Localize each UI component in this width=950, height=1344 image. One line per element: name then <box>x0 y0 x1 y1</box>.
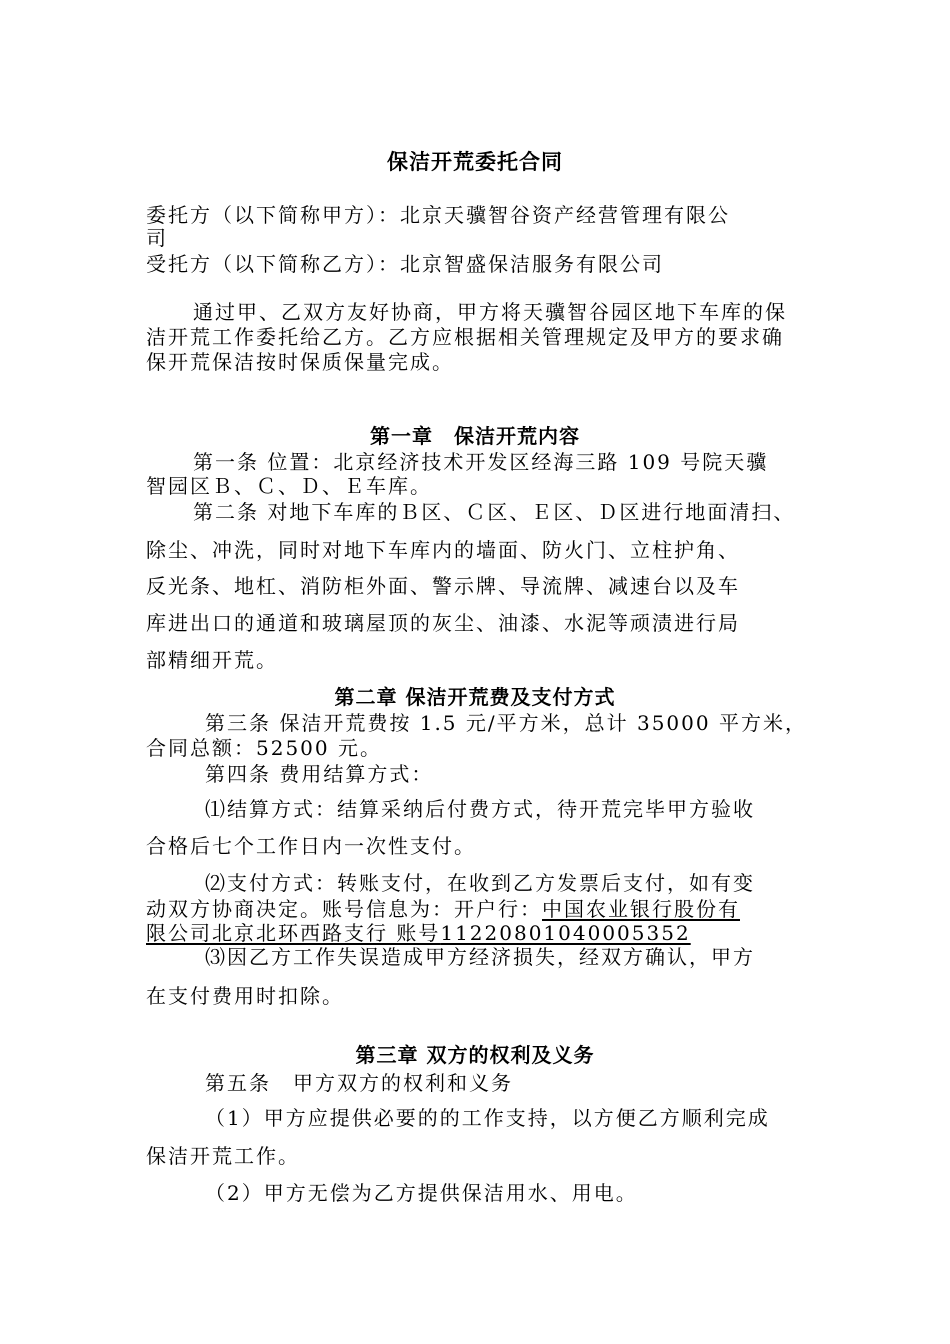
article-2-line-4: 库进出口的通道和玻璃屋顶的灰尘、油漆、水泥等顽渍进行局 <box>146 611 740 635</box>
intro-line-1: 通过甲、乙双方友好协商，甲方将天骥智谷园区地下车库的保 <box>193 300 787 324</box>
account-label: 账号 <box>388 921 441 945</box>
rights-item-1-line-2: 保洁开荒工作。 <box>146 1144 300 1168</box>
article-2-line-3: 反光条、地杠、消防柜外面、警示牌、导流牌、减速台以及车 <box>146 574 740 598</box>
rights-item-2-line: （2）甲方无偿为乙方提供保洁用水、用电。 <box>205 1181 638 1205</box>
article-5-line: 第五条 甲方双方的权利和义务 <box>205 1071 513 1095</box>
payment-text: 动双方协商决定。账号信息为：开户行： <box>146 897 542 921</box>
settlement-item-1-line-2: 合格后七个工作日内一次性支付。 <box>146 834 476 858</box>
intro-line-3: 保开荒保洁按时保质保量完成。 <box>146 350 454 374</box>
bank-name-part-2: 限公司北京北环西路支行 <box>146 921 388 945</box>
document-title: 保洁开荒委托合同 <box>387 149 563 174</box>
settlement-item-1-line-1: ⑴结算方式：结算采纳后付费方式，待开荒完毕甲方验收 <box>205 797 755 821</box>
article-4-line: 第四条 费用结算方式： <box>205 762 434 786</box>
article-2-line-5: 部精细开荒。 <box>146 648 278 672</box>
bank-name-part-1: 中国农业银行股份有 <box>542 897 740 921</box>
article-3-line-2: 合同总额：52500 元。 <box>146 736 382 760</box>
chapter-3-title: 第三章 双方的权利及义务 <box>355 1043 595 1067</box>
article-1-line-1: 第一条 位置：北京经济技术开发区经海三路 109 号院天骥 <box>193 450 769 474</box>
settlement-item-3-line-1: ⑶因乙方工作失误造成甲方经济损失，经双方确认，甲方 <box>205 945 755 969</box>
settlement-item-2-line-2 <box>146 897 740 921</box>
account-number: 11220801040005352 <box>440 921 691 945</box>
article-2-line-1: 第二条 对地下车库的Ｂ区、Ｃ区、Ｅ区、Ｄ区进行地面清扫、 <box>193 500 796 524</box>
party-a-line-2: 司 <box>146 226 168 250</box>
article-1-line-2: 智园区Ｂ、Ｃ、Ｄ、Ｅ车库。 <box>146 474 432 498</box>
party-a-line-1: 委托方（以下简称甲方）：北京天骥智谷资产经营管理有限公 <box>146 203 730 227</box>
rights-item-1-line-1: （1）甲方应提供必要的的工作支持，以方便乙方顺利完成 <box>205 1106 770 1130</box>
party-b-line: 受托方（以下简称乙方）：北京智盛保洁服务有限公司 <box>146 252 664 276</box>
intro-line-2: 洁开荒工作委托给乙方。乙方应根据相关管理规定及甲方的要求确 <box>146 325 784 349</box>
article-2-line-2: 除尘、冲洗，同时对地下车库内的墙面、防火门、立柱护角、 <box>146 538 740 562</box>
settlement-item-2-line-1: ⑵支付方式：转账支付，在收到乙方发票后支付，如有变 <box>205 871 755 895</box>
chapter-1-title: 第一章 保洁开荒内容 <box>370 424 580 448</box>
article-3-line-1: 第三条 保洁开荒费按 1.5 元/平方米，总计 35000 平方米， <box>205 711 807 735</box>
settlement-item-3-line-2: 在支付费用时扣除。 <box>146 984 344 1008</box>
chapter-2-title: 第二章 保洁开荒费及支付方式 <box>334 685 616 709</box>
settlement-item-2-line-3 <box>146 921 691 945</box>
